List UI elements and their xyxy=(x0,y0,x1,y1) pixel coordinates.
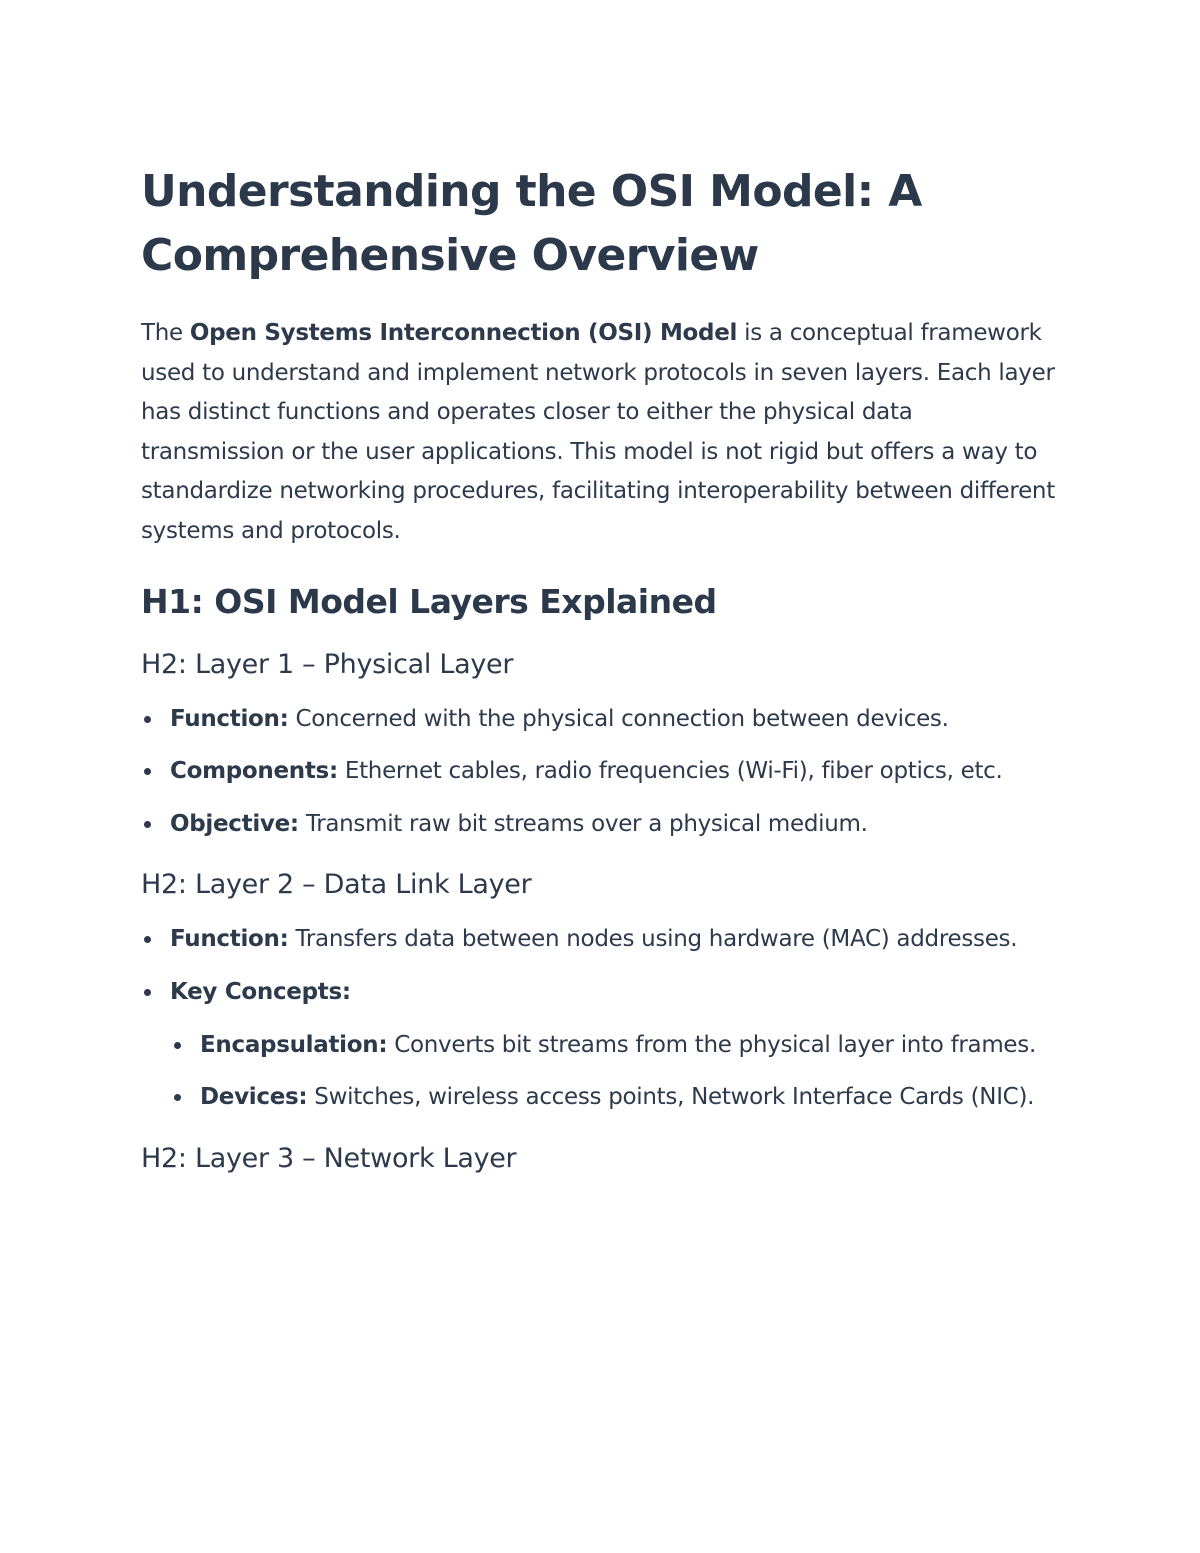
list-item xyxy=(170,973,1061,1118)
intro-pre: The xyxy=(141,320,190,346)
item-label: Devices: xyxy=(200,1084,308,1111)
item-text: Converts bit streams from the physical layer into frames. xyxy=(387,1031,1036,1058)
item-text: Ethernet cables, radio frequencies (Wi-Fi), fiber optics, etc. xyxy=(337,758,1003,785)
item-label: Function: xyxy=(170,705,289,732)
item-label: Key Concepts: xyxy=(170,978,351,1005)
section-heading-layers: H1: OSI Model Layers Explained xyxy=(141,581,717,621)
item-text: Switches, wireless access points, Network Interface Cards (NIC). xyxy=(307,1084,1035,1111)
layer2-heading: H2: Layer 2 – Data Link Layer xyxy=(141,869,532,901)
item-label: Objective: xyxy=(170,810,299,837)
key-concepts-sublist xyxy=(170,1026,1061,1118)
intro-bold-term: Open Systems Interconnection (OSI) Model xyxy=(189,320,738,346)
item-text: Transmit raw bit streams over a physical medium. xyxy=(298,810,868,837)
list-item xyxy=(200,1026,1061,1066)
item-label: Encapsulation: xyxy=(200,1031,388,1058)
layer2-list xyxy=(141,920,1061,1117)
layer1-heading: H2: Layer 1 – Physical Layer xyxy=(141,648,514,680)
item-label: Function: xyxy=(170,926,289,953)
list-item xyxy=(170,752,1061,792)
intro-post: is a conceptual framework used to understand and implement network protocols in seven layers. Each layer has distinct functions and operates closer to either the physical data transmission or the user applications. This model is not rigid but offers a way to standardize networking procedures, facilitating interoperability between different systems and protocols. xyxy=(141,320,1055,544)
list-item xyxy=(170,920,1061,960)
list-item xyxy=(200,1078,1061,1118)
list-item xyxy=(170,700,1061,740)
intro-paragraph xyxy=(141,314,1061,552)
document-title: Understanding the OSI Model: A Comprehensive Overview xyxy=(141,166,922,281)
item-text: Transfers data between nodes using hardware (MAC) addresses. xyxy=(288,926,1018,953)
item-label: Components: xyxy=(170,758,338,785)
item-text: Concerned with the physical connection between devices. xyxy=(288,705,949,732)
document-page xyxy=(141,160,1061,1178)
layer3-heading: H2: Layer 3 – Network Layer xyxy=(141,1142,517,1174)
list-item xyxy=(170,805,1061,845)
layer1-list xyxy=(141,700,1061,845)
